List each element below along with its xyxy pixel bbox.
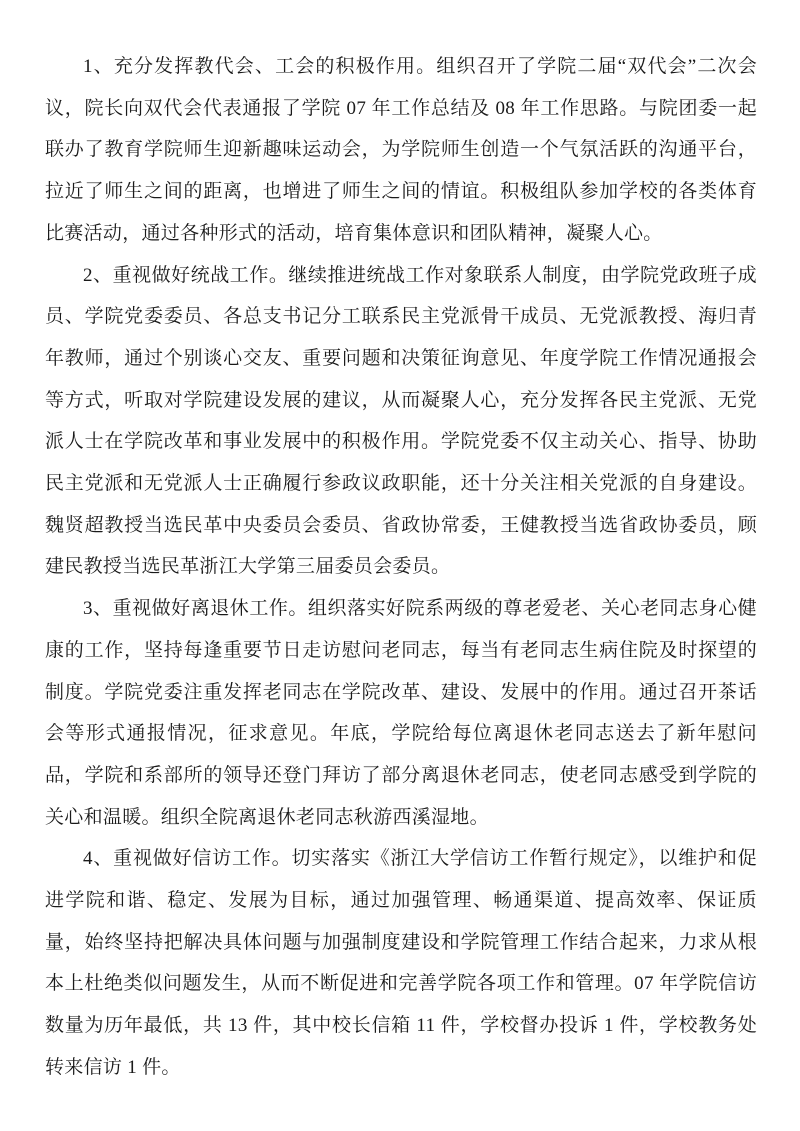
paragraph-2: 2、重视做好统战工作。继续推进统战工作对象联系人制度，由学院党政班子成员、学院党委委员、各总支书记分工联系民主党派骨干成员、无党派教授、海归青年教师，通过个别谈心交友、重要问题和决策征询意见、年度学院工作情况通报会等方式，听取对学院建设发展的建议，从而凝聚人心，充分发挥各民主党派、无党派人士在学院改革和事业发展中的积极作用。学院党委不仅主动关心、指导、协助民主党派和无党派人士正确履行参政议政职能，还十分关注相关党派的自身建设。魏贤超教授当选民革中央委员会委员、省政协常委，王健教授当选省政协委员，顾建民教授当选民革浙江大学第三届委员会委员。 [45, 264, 757, 578]
document-text-block [45, 46, 757, 1089]
paragraph-3: 3、重视做好离退休工作。组织落实好院系两级的尊老爱老、关心老同志身心健康的工作，坚持每逢重要节日走访慰问老同志，每当有老同志生病住院及时探望的制度。学院党委注重发挥老同志在学院改革、建设、发展中的作用。通过召开茶话会等形式通报情况，征求意见。年底，学院给每位离退休老同志送去了新年慰问品，学院和系部所的领导还登门拜访了部分离退休老同志，使老同志感受到学院的关心和温暖。组织全院离退休老同志秋游西溪湿地。 [45, 598, 757, 828]
paragraph-1: 1、充分发挥教代会、工会的积极作用。组织召开了学院二届“双代会”二次会议，院长向双代会代表通报了学院 07 年工作总结及 08 年工作思路。与院团委一起联办了教育学院师生迎新趣味运动会，为学院师生创造一个气氛活跃的沟通平台，拉近了师生之间的距离，也增进了师生之间的情谊。积极组队参加学校的各类体育比赛活动，通过各种形式的活动，培育集体意识和团队精神，凝聚人心。 [45, 56, 757, 244]
paragraph-4: 4、重视做好信访工作。切实落实《浙江大学信访工作暂行规定》，以维护和促进学院和谐、稳定、发展为目标，通过加强管理、畅通渠道、提高效率、保证质量，始终坚持把解决具体问题与加强制度建设和学院管理工作结合起来，力求从根本上杜绝类似问题发生，从而不断促进和完善学院各项工作和管理。07 年学院信访数量为历年最低，共 13 件，其中校长信箱 11 件，学校督办投诉 1 件，学校教务处转来信访 1 件。 [45, 848, 757, 1078]
